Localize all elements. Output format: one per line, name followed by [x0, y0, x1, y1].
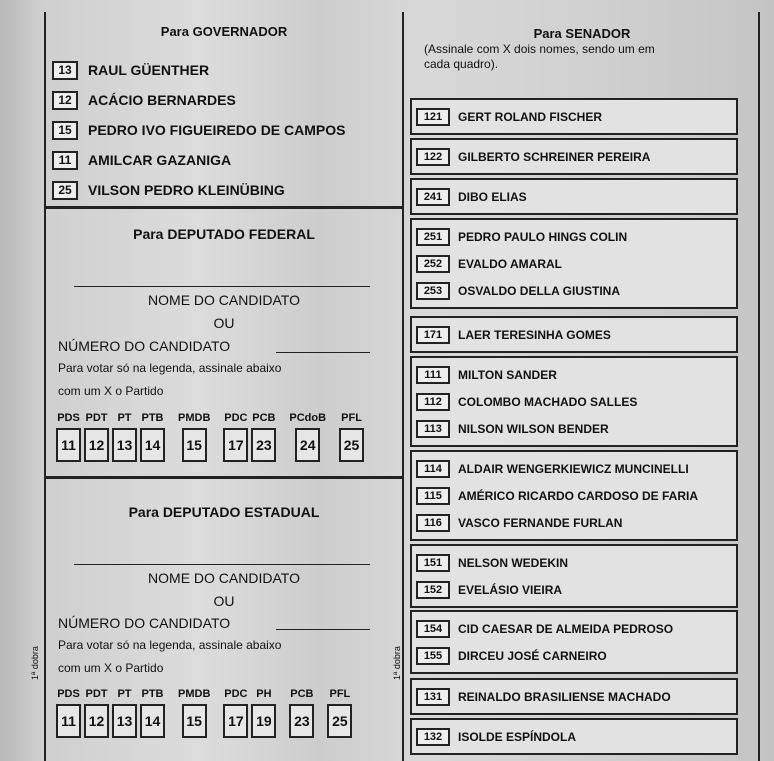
senador-candidate[interactable]: [416, 183, 732, 210]
number-line[interactable]: [276, 352, 370, 353]
party-label: PFL: [341, 412, 362, 424]
column-divider: [402, 12, 404, 761]
candidate-number[interactable]: 131: [416, 688, 450, 706]
senador-candidate[interactable]: [416, 250, 732, 277]
candidate-name: NELSON WEDEKIN: [458, 555, 569, 570]
party-number-box[interactable]: 24: [295, 428, 320, 462]
party-number-box[interactable]: 13: [112, 428, 137, 462]
candidate-name: MILTON SANDER: [458, 367, 557, 382]
party-option[interactable]: [327, 688, 352, 738]
numero-label: NÚMERO DO CANDIDATO: [58, 338, 231, 354]
party-option[interactable]: [140, 688, 165, 738]
party-number-box[interactable]: 14: [140, 704, 165, 738]
senador-group: [410, 316, 738, 353]
fold-mark: 1ª dobra: [30, 646, 40, 680]
section-divider: [44, 476, 402, 479]
senador-candidate[interactable]: [416, 277, 732, 304]
candidate-number[interactable]: 12: [52, 91, 78, 110]
party-label: PT: [117, 688, 132, 700]
write-in-line[interactable]: [74, 286, 370, 287]
senador-group: [410, 610, 738, 674]
senador-candidate[interactable]: [416, 321, 732, 348]
candidate-name: DIBO ELIAS: [458, 189, 527, 204]
candidate-number[interactable]: 122: [416, 148, 450, 166]
party-number-box[interactable]: 14: [140, 428, 165, 462]
governador-title: Para GOVERNADOR: [160, 24, 288, 39]
senador-candidate[interactable]: [416, 615, 732, 642]
party-label: PCB: [290, 688, 314, 700]
senador-candidate[interactable]: [416, 455, 732, 482]
senador-candidate[interactable]: [416, 482, 732, 509]
nome-label: NOME DO CANDIDATO: [148, 292, 300, 308]
candidate-name: EVELÁSIO VIEIRA: [458, 582, 563, 597]
candidate-number[interactable]: 154: [416, 620, 450, 638]
governador-candidate[interactable]: [52, 178, 285, 202]
candidate-name: AMILCAR GAZANIGA: [88, 152, 232, 168]
candidate-number[interactable]: 251: [416, 228, 450, 246]
ou-label: OU: [213, 315, 235, 331]
candidate-number[interactable]: 115: [416, 487, 450, 505]
party-label: PDC: [224, 688, 248, 700]
senador-candidate[interactable]: [416, 642, 732, 669]
candidate-number[interactable]: 253: [416, 282, 450, 300]
senador-group: [410, 718, 738, 755]
governador-candidate[interactable]: [52, 88, 236, 112]
senador-title: Para SENADOR: [533, 26, 631, 41]
party-label: PDC: [224, 412, 248, 424]
candidate-name: GILBERTO SCHREINER PEREIRA: [458, 149, 651, 164]
senador-candidate[interactable]: [416, 361, 732, 388]
party-label: PH: [256, 688, 272, 700]
candidate-number[interactable]: 112: [416, 393, 450, 411]
party-option[interactable]: [56, 688, 81, 738]
party-number-box[interactable]: 23: [289, 704, 314, 738]
party-label: PDT: [85, 688, 108, 700]
party-label: PTB: [141, 412, 164, 424]
candidate-number[interactable]: 13: [52, 61, 78, 80]
senador-candidate[interactable]: [416, 683, 732, 710]
party-option[interactable]: [112, 688, 137, 738]
party-number-box[interactable]: 17: [223, 428, 248, 462]
party-number-box[interactable]: 19: [251, 704, 276, 738]
senador-group: [410, 450, 738, 541]
governador-candidate[interactable]: [52, 118, 345, 142]
candidate-name: PEDRO IVO FIGUEIREDO DE CAMPOS: [88, 122, 346, 138]
candidate-number[interactable]: 116: [416, 514, 450, 532]
nome-label: NOME DO CANDIDATO: [148, 570, 300, 586]
senador-candidate[interactable]: [416, 723, 732, 750]
senador-group: [410, 178, 738, 215]
numero-label: NÚMERO DO CANDIDATO: [58, 615, 231, 631]
senador-group: [410, 138, 738, 175]
candidate-name: RAUL GÜENTHER: [88, 62, 210, 78]
governador-candidate[interactable]: [52, 148, 231, 172]
party-number-box[interactable]: 13: [112, 704, 137, 738]
candidate-number[interactable]: 171: [416, 326, 450, 344]
federal-title: Para DEPUTADO FEDERAL: [133, 226, 315, 242]
senador-instruction: (Assinale com X dois nomes, sendo um em: [424, 42, 655, 56]
candidate-number[interactable]: 113: [416, 420, 450, 438]
party-label: PCdoB: [289, 412, 327, 424]
candidate-number[interactable]: 25: [52, 181, 78, 200]
candidate-number[interactable]: 15: [52, 121, 78, 140]
party-number-box[interactable]: 12: [84, 428, 109, 462]
candidate-number[interactable]: 151: [416, 554, 450, 572]
party-number-box[interactable]: 17: [223, 704, 248, 738]
candidate-name: OSVALDO DELLA GIUSTINA: [458, 283, 620, 298]
party-label: PFL: [329, 688, 351, 700]
candidate-number[interactable]: 152: [416, 581, 450, 599]
candidate-number[interactable]: 111: [416, 366, 450, 384]
party-number-box[interactable]: 11: [56, 704, 81, 738]
candidate-name: EVALDO AMARAL: [458, 256, 562, 271]
candidate-number[interactable]: 114: [416, 460, 450, 478]
candidate-number[interactable]: 121: [416, 108, 450, 126]
candidate-name: AMÉRICO RICARDO CARDOSO DE FARIA: [458, 488, 699, 503]
party-number-box[interactable]: 15: [182, 428, 207, 462]
senador-instruction: cada quadro).: [424, 57, 499, 71]
party-option[interactable]: [251, 412, 276, 462]
estadual-party-list: [56, 688, 355, 738]
party-option[interactable]: [339, 412, 364, 462]
party-number-box[interactable]: 15: [182, 704, 207, 738]
ou-label: OU: [213, 593, 235, 609]
senador-candidate[interactable]: [416, 509, 732, 536]
party-number-box[interactable]: 23: [251, 428, 276, 462]
senador-candidate[interactable]: [416, 223, 732, 250]
candidate-name: NILSON WILSON BENDER: [458, 421, 609, 436]
number-line[interactable]: [276, 629, 370, 630]
candidate-number[interactable]: 241: [416, 188, 450, 206]
senador-candidate[interactable]: [416, 576, 732, 603]
senador-group: [410, 678, 738, 715]
party-option[interactable]: [140, 412, 165, 462]
party-option[interactable]: [56, 412, 81, 462]
party-number-box[interactable]: 25: [339, 428, 364, 462]
party-number-box[interactable]: 11: [56, 428, 81, 462]
party-option[interactable]: [178, 688, 210, 738]
candidate-name: LAER TERESINHA GOMES: [458, 327, 611, 342]
candidate-name: GERT ROLAND FISCHER: [458, 109, 602, 124]
section-divider: [44, 206, 402, 209]
senador-group: [410, 98, 738, 135]
candidate-name: COLOMBO MACHADO SALLES: [458, 394, 638, 409]
party-number-box[interactable]: 12: [84, 704, 109, 738]
senador-candidate[interactable]: [416, 388, 732, 415]
candidate-name: ISOLDE ESPÍNDOLA: [458, 729, 577, 744]
estadual-title: Para DEPUTADO ESTADUAL: [128, 504, 320, 520]
party-option[interactable]: [178, 412, 210, 462]
party-label: PCB: [252, 412, 276, 424]
party-option[interactable]: [84, 412, 109, 462]
instruction: com um X o Partido: [58, 661, 164, 675]
party-option[interactable]: [251, 688, 276, 738]
candidate-name: REINALDO BRASILIENSE MACHADO: [458, 689, 671, 704]
candidate-name: CID CAESAR DE ALMEIDA PEDROSO: [458, 621, 674, 636]
candidate-number[interactable]: 252: [416, 255, 450, 273]
candidate-number[interactable]: 11: [52, 151, 78, 170]
party-option[interactable]: [289, 688, 314, 738]
party-option[interactable]: [223, 688, 248, 738]
senador-candidate[interactable]: [416, 143, 732, 170]
party-option[interactable]: [84, 688, 109, 738]
party-label: PMDB: [178, 412, 211, 424]
candidate-number[interactable]: 132: [416, 728, 450, 746]
party-number-box[interactable]: 25: [327, 704, 352, 738]
candidate-number[interactable]: 155: [416, 647, 450, 665]
senador-group: [410, 356, 738, 447]
senador-candidate[interactable]: [416, 549, 732, 576]
senador-candidate[interactable]: [416, 103, 732, 130]
senador-candidate[interactable]: [416, 415, 732, 442]
party-option[interactable]: [223, 412, 248, 462]
federal-party-list: [56, 412, 367, 462]
party-label: PTB: [141, 688, 164, 700]
candidate-name: VASCO FERNANDE FURLAN: [458, 515, 623, 530]
candidate-name: ALDAIR WENGERKIEWICZ MUNCINELLI: [458, 461, 689, 476]
fold-mark: 1ª dobra: [392, 646, 402, 680]
governador-candidate[interactable]: [52, 58, 209, 82]
instruction: com um X o Partido: [58, 384, 164, 398]
candidate-name: ACÁCIO BERNARDES: [88, 92, 236, 108]
party-label: PDT: [85, 412, 108, 424]
candidate-name: PEDRO PAULO HINGS COLIN: [458, 229, 628, 244]
senador-group: [410, 218, 738, 309]
party-label: PDS: [57, 688, 80, 700]
party-option[interactable]: [289, 412, 326, 462]
party-label: PT: [117, 412, 132, 424]
instruction: Para votar só na legenda, assinale abaixo: [58, 361, 282, 375]
candidate-name: VILSON PEDRO KLEINÜBING: [88, 182, 285, 198]
candidate-name: DIRCEU JOSÉ CARNEIRO: [458, 648, 607, 663]
party-option[interactable]: [112, 412, 137, 462]
party-label: PMDB: [178, 688, 211, 700]
instruction: Para votar só na legenda, assinale abaixo: [58, 638, 282, 652]
write-in-line[interactable]: [74, 564, 370, 565]
party-label: PDS: [57, 412, 80, 424]
senador-group: [410, 544, 738, 608]
